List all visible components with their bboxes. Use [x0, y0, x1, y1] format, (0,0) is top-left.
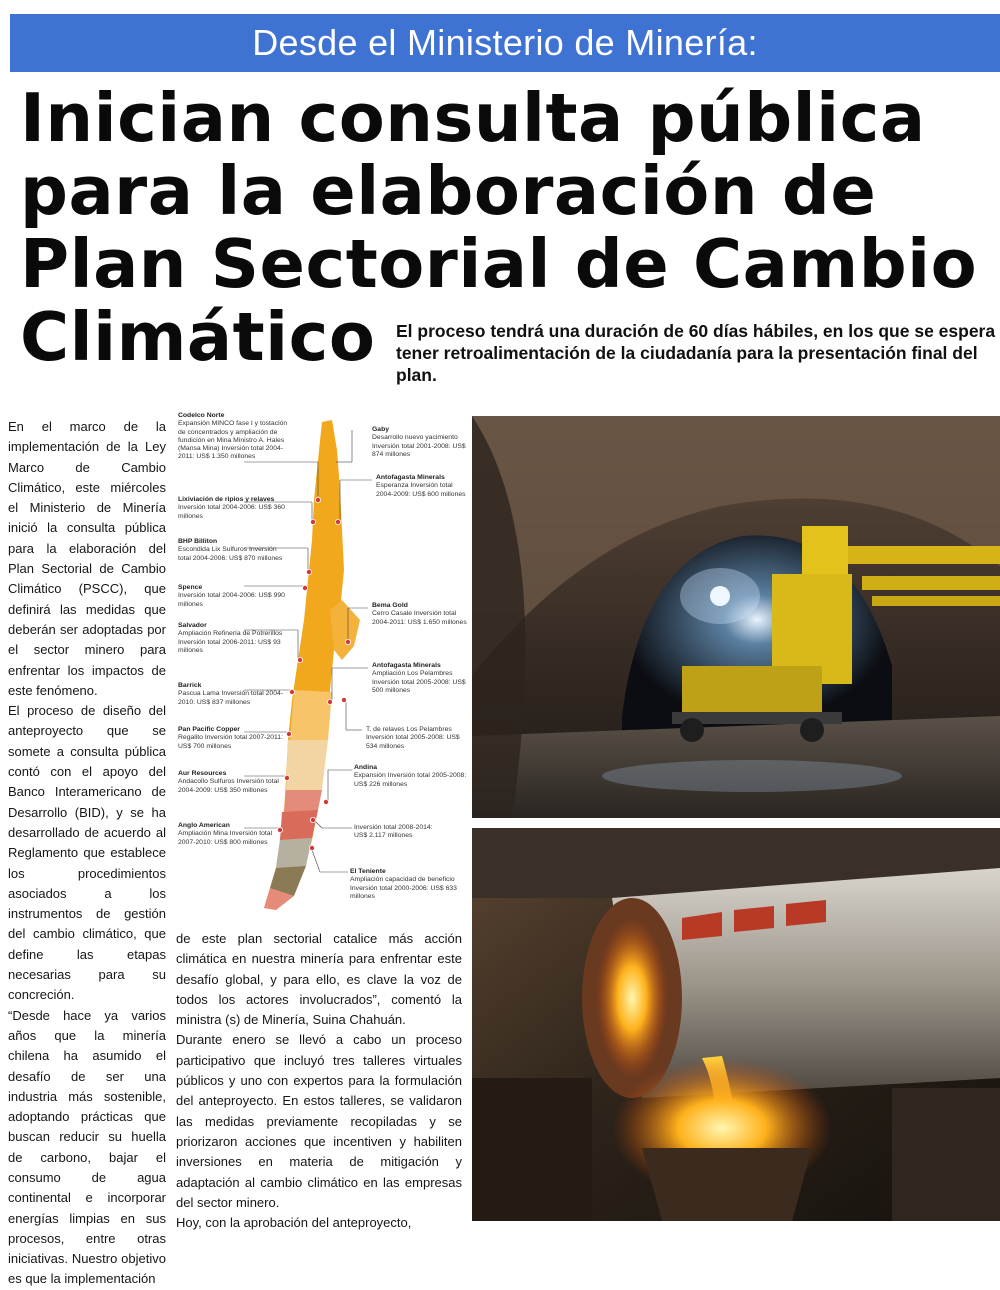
section-title: Desde el Ministerio de Minería:	[252, 22, 758, 63]
map-label: El Teniente Ampliación capacidad de beneficio Inversión total 2000-2006: US$ 633 millones	[350, 868, 457, 900]
headline-line-3: Plan Sectorial de Cambio	[20, 225, 978, 303]
map-label: Codelco Norte Expansión MINCO fase I y tostación de concentrados y ampliación de fundición en Mina Ministro A. Hales (Mansa Mina) Inversión total 2004-2011: US$ 1.350 millones	[178, 412, 288, 461]
map-label: Andina Expansión Inversión total 2005-2008: US$ 226 millones	[354, 764, 467, 788]
body-column-2	[176, 929, 462, 1233]
section-banner	[10, 14, 1000, 72]
map-label: T. de relaves Los Pelambres Inversión total 2005-2008: US$ 534 millones	[366, 726, 460, 750]
map-label: Gaby Desarrollo nuevo yacimiento Inversión total 2001-2008: US$ 874 millones	[372, 426, 466, 458]
map-label: Salvador Ampliación Refinería de Potrerillos Inversión total 2006-2011: US$ 93 millones	[178, 622, 283, 654]
headline-line-2: para la elaboración de	[20, 152, 877, 230]
smelter-photo	[472, 828, 1000, 1221]
map-label: Aur Resources Andacollo Sulfuros Inversión total 2004-2009: US$ 350 millones	[178, 770, 279, 794]
article-subhead: El proceso tendrá una duración de 60 días hábiles, en los que se espera tener retroalimentación de la ciudadanía para la presentación final del plan.	[396, 321, 996, 385]
mine-tunnel-photo	[472, 416, 1000, 818]
body-column-1	[8, 417, 166, 1290]
headline-line-4: Climático	[20, 298, 376, 376]
map-label: Pan Pacific Copper Regalito Inversión total 2007-2011: US$ 700 millones	[178, 726, 283, 750]
map-label: BHP Billiton Escondida Lix Sulfuros Inversión total 2004-2006: US$ 870 millones	[178, 538, 283, 562]
chile-mining-map	[172, 410, 468, 922]
map-label: Bema Gold Cerro Casale Inversión total 2004-2011: US$ 1.650 millones	[372, 602, 467, 626]
body-paragraph: Hoy, con la aprobación del anteproyecto,	[176, 1215, 412, 1231]
map-label: Spence Inversión total 2004-2006: US$ 990 millones	[178, 584, 285, 608]
map-label: Inversión total 2008-2014: US$ 2.117 millones	[354, 824, 433, 840]
headline-line-1: Inician consulta pública	[20, 79, 926, 157]
body-paragraph: “Desde hace ya varios años que la minería chilena ha asumido el desafío de ser una industria más sostenible, adoptando prácticas que buscan reducir su huella de carbono, bajar el consumo de agua continental e incorporar energías limpias en sus procesos, entre otras iniciativas. Nuestro objetivo es que la implementación	[8, 1007, 166, 1287]
body-paragraph: En el marco de la implementación de la Ley Marco de Cambio Climático, este miércoles el Ministerio de Minería inició la consulta pública para la elaboración del Plan Sectorial de Cambio Climático (PSCC), que definirá las medidas que deberán ser adoptadas por el sector minero para enfrentar los impactos de este fenómeno.	[8, 419, 166, 698]
body-paragraph: Durante enero se llevó a cabo un proceso participativo que incluyó tres talleres virtuales públicos y uno con expertos para la formulación del anteproyecto. En estos talleres, se validaron las medidas previamente recopiladas y se priorizaron acciones que incentiven y habiliten inversiones en materia de mitigación y adaptación al cambio climático en las empresas del sector minero.	[176, 1032, 462, 1210]
map-label: Lixiviación de ripios y relaves Inversión total 2004-2006: US$ 360 millones	[178, 496, 285, 520]
body-paragraph: de este plan sectorial catalice más acción climática en nuestra minería para enfrentar este desafío global, y para ello, es clave la voz de todos los actores involucrados”, comentó la ministra (s) de Minería, Suina Chahuán.	[176, 931, 462, 1028]
body-paragraph: El proceso de diseño del anteproyecto que se somete a consulta pública contó con el apoyo del Banco Interamericano de Desarrollo (BID), y se ha desarrollado de acuerdo al Reglamento que establece los procedimientos asociados a los instrumentos de gestión del cambio climático, que define las etapas necesarias para su concreción.	[8, 703, 166, 1003]
map-label: Antofagasta Minerals Ampliación Los Pelambres Inversión total 2005-2008: US$ 500 millones	[372, 662, 466, 694]
map-label: Anglo American Ampliación Mina Inversión total 2007-2010: US$ 800 millones	[178, 822, 273, 846]
map-label: Barrick Pascua Lama Inversión total 2004-2010: US$ 837 millones	[178, 682, 284, 706]
map-label: Antofagasta Minerals Esperanza Inversión total 2004-2009: US$ 600 millones	[376, 474, 466, 498]
